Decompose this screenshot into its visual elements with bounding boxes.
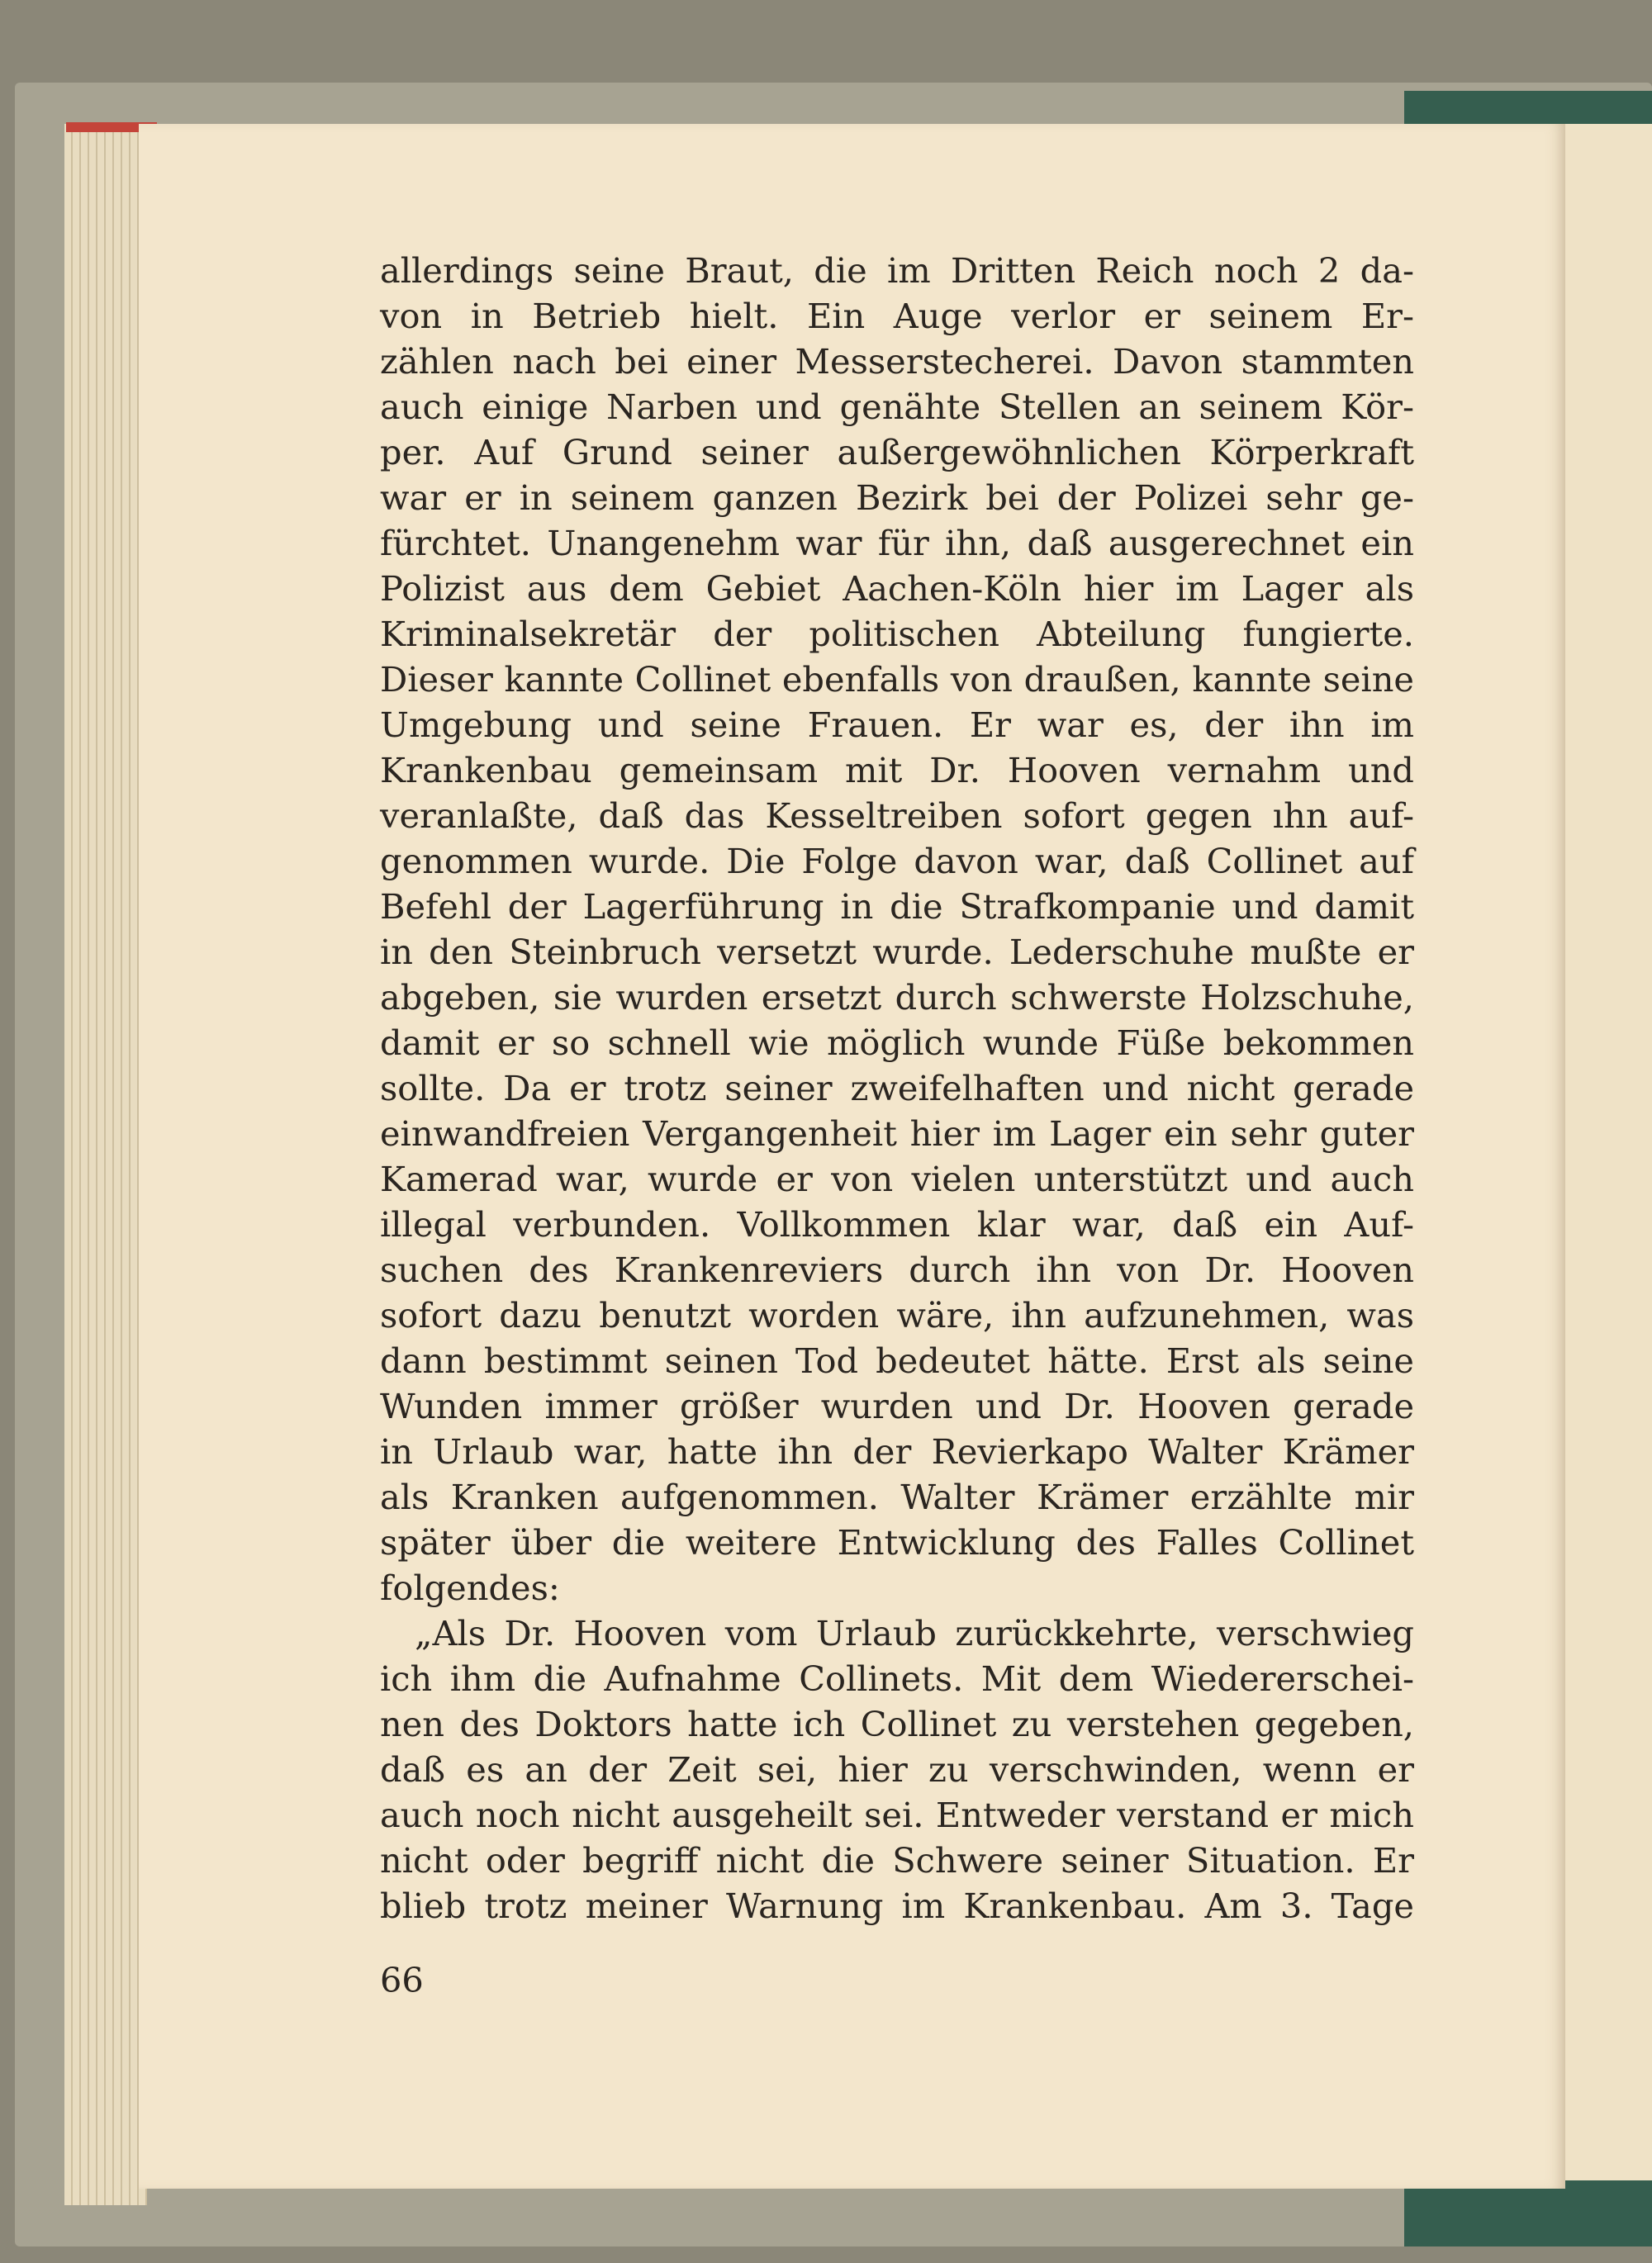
text-line: später über die weitere Entwicklung des Falles Collinet [380, 1522, 1414, 1563]
text-line: Befehl der Lagerführung in die Strafkompanie und damit [380, 886, 1414, 927]
text-line: Krankenbau gemeinsam mit Dr. Hooven vernahm und [380, 750, 1414, 790]
text-line: fürchtet. Unangenehm war für ihn, daß ausgerechnet ein [380, 523, 1414, 563]
next-page-edge [1565, 124, 1652, 2180]
text-line: nicht oder begriff nicht die Schwere seiner Situation. Er [380, 1840, 1414, 1881]
text-line: von in Betrieb hielt. Ein Auge verlor er seinem Er- [380, 296, 1414, 336]
text-line: blieb trotz meiner Warnung im Krankenbau. Am 3. Tage [380, 1886, 1414, 1926]
text-line: dann bestimmt seinen Tod bedeutet hätte. Erst als seine [380, 1340, 1414, 1381]
page-body-text [380, 248, 1414, 1929]
text-line: „Als Dr. Hooven vom Urlaub zurückkehrte, verschwieg [415, 1613, 1414, 1653]
text-line: Polizist aus dem Gebiet Aachen-Köln hier im Lager als [380, 568, 1414, 609]
page-edges [64, 124, 147, 2205]
text-line: als Kranken aufgenommen. Walter Krämer erzählte mir [380, 1477, 1414, 1517]
text-line: illegal verbunden. Vollkommen klar war, daß ein Auf- [380, 1204, 1414, 1245]
text-line: auch einige Narben und genähte Stellen an seinem Kör- [380, 387, 1414, 427]
text-line: zählen nach bei einer Messerstecherei. Davon stammten [380, 341, 1414, 382]
text-line: sofort dazu benutzt worden wäre, ihn aufzunehmen, was [380, 1295, 1414, 1336]
text-line: sollte. Da er trotz seiner zweifelhaften und nicht gerade [380, 1068, 1414, 1108]
text-line: damit er so schnell wie möglich wunde Füße bekommen [380, 1022, 1414, 1063]
text-line: folgendes: [380, 1568, 560, 1608]
text-line: auch noch nicht ausgeheilt sei. Entweder verstand er mich [380, 1795, 1414, 1835]
text-line: allerdings seine Braut, die im Dritten Reich noch 2 da- [380, 250, 1414, 291]
text-line: nen des Doktors hatte ich Collinet zu verstehen gegeben, [380, 1704, 1414, 1744]
text-line: einwandfreien Vergangenheit hier im Lager ein sehr guter [380, 1113, 1414, 1154]
text-line: in den Steinbruch versetzt wurde. Lederschuhe mußte er [380, 932, 1414, 972]
text-line: veranlaßte, daß das Kesseltreiben sofort gegen ıhn auf- [380, 795, 1414, 836]
text-line: ich ihm die Aufnahme Collinets. Mit dem Wiedererschei- [380, 1658, 1414, 1699]
text-line: war er in seinem ganzen Bezirk bei der Polizei sehr ge- [380, 477, 1414, 518]
text-line: Umgebung und seine Frauen. Er war es, der ihn im [380, 705, 1414, 745]
text-line: Wunden immer größer wurden und Dr. Hooven gerade [380, 1386, 1414, 1426]
text-line: Kriminalsekretär der politischen Abteilung fungierte. [380, 614, 1414, 654]
text-line: in Urlaub war, hatte ihn der Revierkapo Walter Krämer [380, 1431, 1414, 1472]
text-line: suchen des Krankenreviers durch ihn von Dr. Hooven [380, 1250, 1414, 1290]
text-line: per. Auf Grund seiner außergewöhnlichen Körperkraft [380, 432, 1414, 472]
page-number: 66 [380, 1960, 424, 2000]
text-line: daß es an der Zeit sei, hier zu verschwinden, wenn er [380, 1749, 1414, 1790]
text-line: genommen wurde. Die Folge davon war, daß Collinet auf [380, 841, 1414, 881]
text-line: abgeben, sie wurden ersetzt durch schwerste Holzschuhe, [380, 977, 1414, 1018]
text-line: Dieser kannte Collinet ebenfalls von draußen, kannte seine [380, 659, 1414, 700]
text-line: Kamerad war, wurde er von vielen unterstützt und auch [380, 1159, 1414, 1199]
